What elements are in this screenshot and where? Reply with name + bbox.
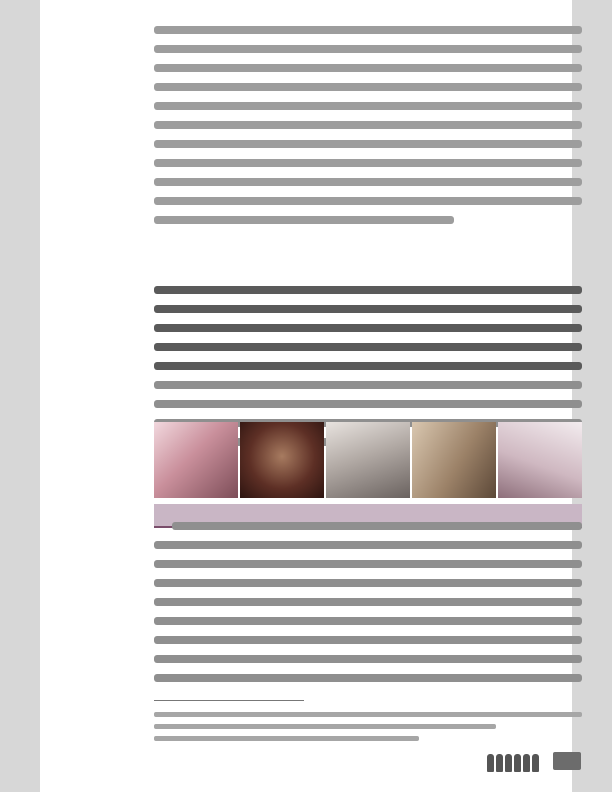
body-paragraph-2 [154,522,582,693]
page-footer [395,748,585,774]
photo-scales-and-gavel [498,422,582,498]
photo-handcuffs-flowers [154,422,238,498]
page-number-badge [553,752,581,770]
footnote-separator [154,700,304,701]
photo-scales-of-justice [240,422,324,498]
document-page [40,0,572,792]
footnotes [154,712,582,748]
photo-judge-gavel [326,422,410,498]
quoted-text-block [154,26,582,235]
image-strip [154,422,582,498]
photo-law-books [412,422,496,498]
people-silhouette-icon [487,750,547,772]
